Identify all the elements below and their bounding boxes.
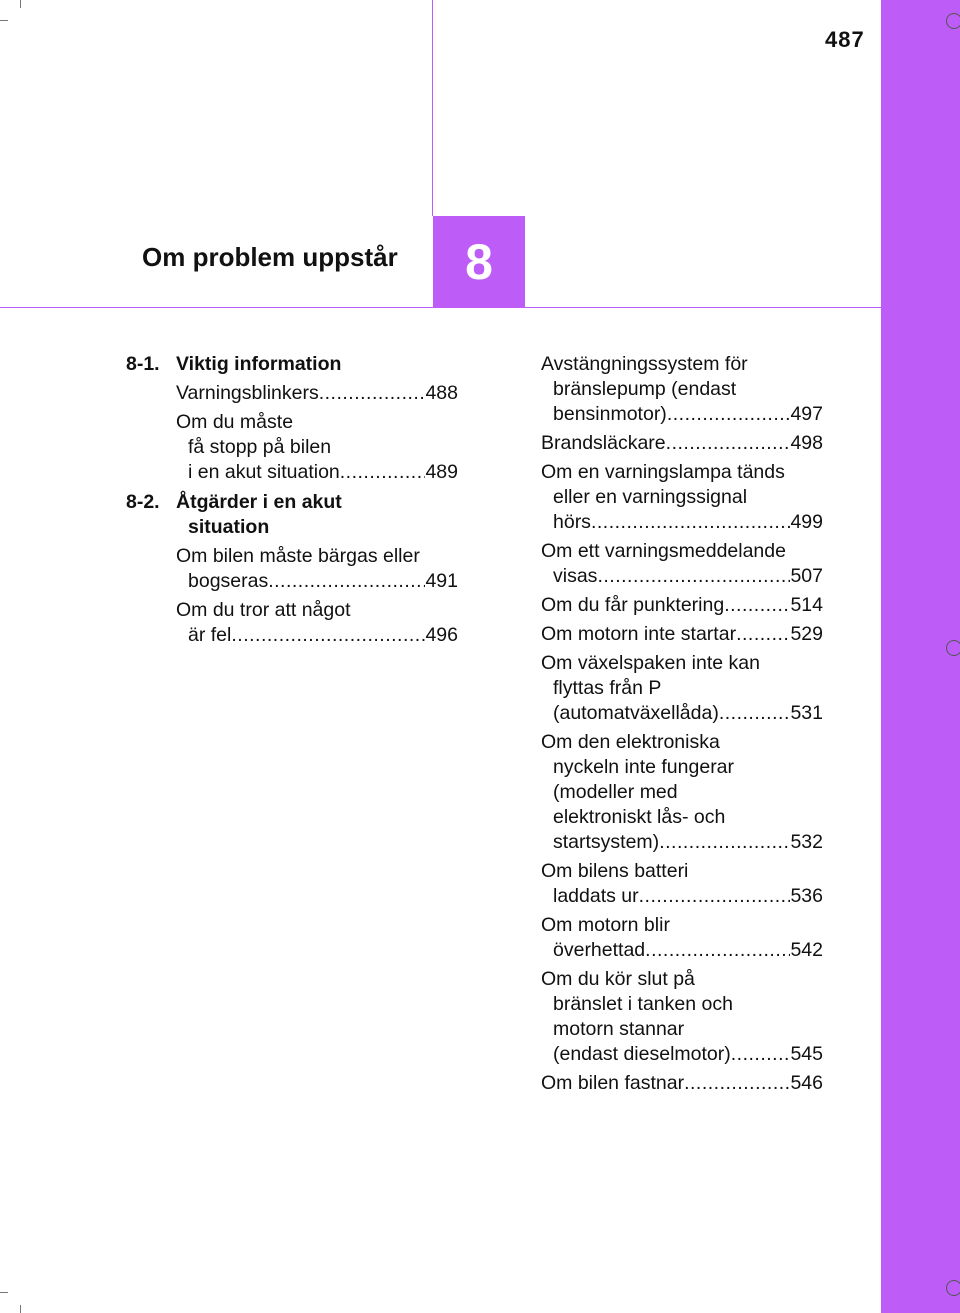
section-number: 8-2. [126,491,160,513]
toc-entry-last-line [541,830,823,855]
toc-section-heading[interactable] [126,490,458,540]
toc-entry[interactable] [176,598,458,648]
toc-entry-last-line [541,1042,823,1067]
toc-page-number: 497 [790,403,823,425]
toc-entry[interactable] [541,651,823,726]
registration-mark-icon [946,1280,960,1296]
dot-leader [684,1071,790,1096]
registration-mark-icon [946,640,960,656]
toc-entry-line: Brandsläckare [541,432,666,454]
dot-leader [724,593,790,618]
dot-leader [736,622,790,647]
toc-entry[interactable] [176,410,458,485]
toc-entry-line: få stopp på bilen [188,436,332,458]
toc-entry[interactable] [541,967,823,1067]
toc-entry-line: Om du kör slut på [541,968,695,990]
crop-mark [0,20,8,21]
toc-entry[interactable] [541,913,823,963]
toc-entry-line: flyttas från P [553,677,662,699]
toc-entry-last-line [176,623,458,648]
toc-entry-last-line [541,622,823,647]
toc-page-number: 542 [790,939,823,961]
section-title [176,352,458,377]
dot-leader [645,938,790,963]
dot-leader [591,510,791,535]
toc-entry[interactable] [541,622,823,647]
dot-leader [319,381,426,406]
toc-entry-line: eller en varningssignal [553,486,748,508]
toc-entry-last-line [541,1071,823,1096]
toc-entry-line: (modeller med [553,781,678,803]
toc-entry-last-line [176,460,458,485]
dot-leader [667,402,791,427]
toc-entry-line: Om du tror att något [176,599,351,621]
toc-entry-line: Om den elektroniska [541,731,720,753]
toc-entry-list [126,381,458,485]
toc-entry-line: Om bilen fastnar [541,1072,685,1094]
toc-entry-last-line [176,381,458,406]
toc-entry-last-line [541,431,823,456]
crop-mark [20,1305,21,1313]
toc-page-number: 507 [790,565,823,587]
toc-entry-line: bensinmotor) [553,403,667,425]
section-number: 8-1. [126,353,160,375]
toc-page-number: 491 [425,570,458,592]
toc-page-number: 532 [790,831,823,853]
registration-mark-icon [946,13,960,29]
toc-entry-line: är fel [188,624,232,646]
toc-entry-list [126,544,458,648]
toc-right-column [541,352,823,1100]
toc-entry-line: Om motorn blir [541,914,670,936]
dot-leader [659,830,790,855]
toc-entry-line: Om växelspaken inte kan [541,652,760,674]
toc-entry-last-line [176,569,458,594]
header-divider-vertical [432,0,433,216]
toc-entry-line: Om ett varningsmeddelande [541,540,786,562]
toc-page-number: 529 [790,623,823,645]
toc-entry[interactable] [541,352,823,427]
crop-mark [0,1292,8,1293]
toc-entry-last-line [541,564,823,589]
toc-entry-line: Om bilens batteri [541,860,689,882]
toc-entry-line: Om du får punktering [541,594,725,616]
toc-entry-line: motorn stannar [553,1018,685,1040]
toc-page-number: 545 [790,1043,823,1065]
chapter-title: Om problem uppstår [142,242,398,272]
toc-entry-line: Om du måste [176,411,294,433]
toc-entry-line: nyckeln inte fungerar [553,756,735,778]
dot-leader [268,569,425,594]
toc-entry-line: Om bilen måste bärgas eller [176,545,420,567]
page-number: 487 [825,27,865,52]
crop-mark [20,0,21,8]
toc-entry-line: bränslepump (endast [553,378,737,400]
toc-entry-line: visas [553,565,598,587]
toc-entry-line: elektroniskt lås- och [553,806,726,828]
toc-entry-line: startsystem) [553,831,660,853]
chapter-number-tab [433,216,525,308]
section-title-line: Åtgärder i en akut [176,491,342,513]
toc-entry[interactable] [541,859,823,909]
section-title-line: situation [188,516,270,538]
toc-page-number: 546 [790,1072,823,1094]
toc-entry-last-line [541,701,823,726]
toc-entry[interactable] [176,381,458,406]
toc-page-number: 499 [790,511,823,533]
toc-page-number: 536 [790,885,823,907]
toc-entry-line: (endast dieselmotor) [553,1043,731,1065]
toc-entry[interactable] [541,539,823,589]
toc-entry-line: överhettad [553,939,646,961]
chapter-side-band [881,0,960,1313]
toc-entry-line: hörs [553,511,591,533]
toc-entry-line: Varningsblinkers [176,382,319,404]
toc-entry-line: i en akut situation [188,461,340,483]
toc-entry[interactable] [541,730,823,855]
dot-leader [340,460,426,485]
toc-entry-last-line [541,884,823,909]
toc-page-number: 531 [790,702,823,724]
toc-entry-last-line [541,402,823,427]
toc-entry[interactable] [541,1071,823,1096]
toc-entry-line: laddats ur [553,885,639,907]
dot-leader [639,884,791,909]
dot-leader [719,701,791,726]
dot-leader [666,431,791,456]
toc-page-number: 488 [425,382,458,404]
toc-page-number: 498 [790,432,823,454]
toc-entry[interactable] [176,544,458,594]
toc-left-column [126,352,458,653]
toc-entry[interactable] [541,460,823,535]
dot-leader [597,564,790,589]
toc-entry-line: Om en varningslampa tänds [541,461,785,483]
section-title [176,490,458,540]
toc-entry-line: (automatväxellåda) [553,702,719,724]
toc-page-number: 514 [790,594,823,616]
toc-entry-line: Om motorn inte startar [541,623,737,645]
chapter-number: 8 [465,234,493,290]
toc-entry-last-line [541,593,823,618]
toc-page-number: 496 [425,624,458,646]
toc-section-heading[interactable] [126,352,458,377]
toc-entry[interactable] [541,593,823,618]
toc-entry-line: bogseras [188,570,269,592]
toc-entry-last-line [541,510,823,535]
toc-entry[interactable] [541,431,823,456]
toc-entry-line: Avstängningssystem för [541,353,748,375]
toc-entry-last-line [541,938,823,963]
dot-leader [231,623,425,648]
toc-entry-line: bränslet i tanken och [553,993,733,1015]
toc-page-number: 489 [425,461,458,483]
section-title-line: Viktig information [176,353,342,375]
dot-leader [731,1042,791,1067]
